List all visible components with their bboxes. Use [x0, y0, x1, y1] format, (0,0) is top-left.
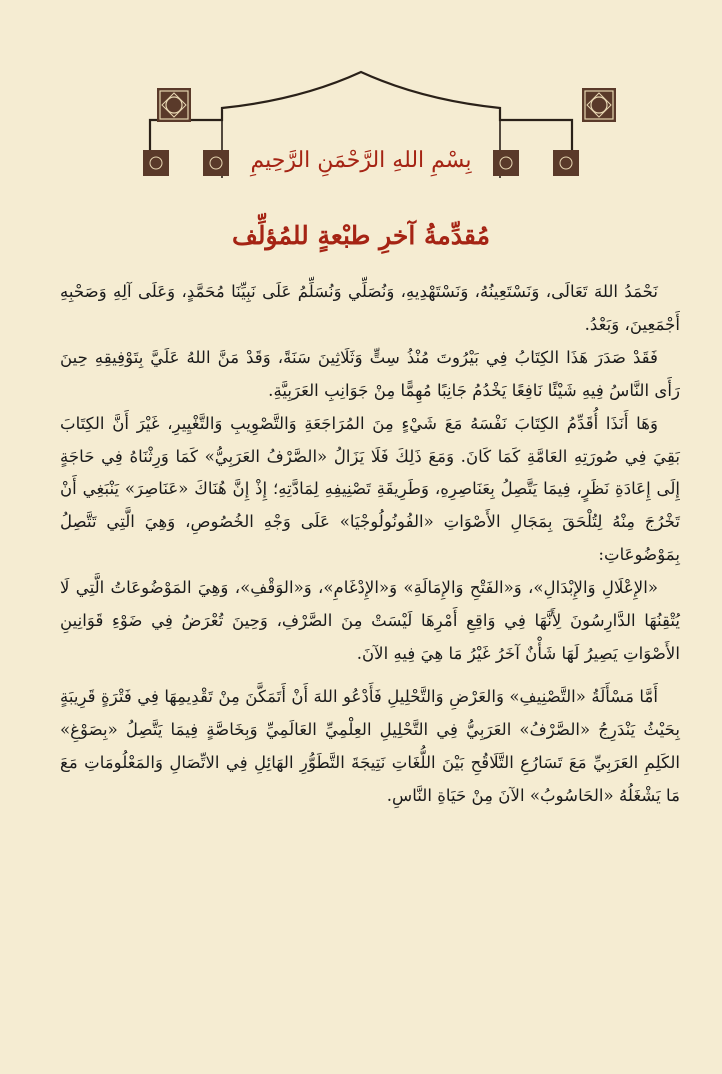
page-title: مُقدِّمةُ آخرِ طبْعةٍ للمُؤلِّف — [232, 221, 490, 250]
paragraph-1: نَحْمَدُ اللهَ تَعَالَى، وَنَسْتَعِينُهُ، وَنَسْتَهْدِيهِ، وَنُصَلِّي وَنُسَلِّمُ عَلَى نَبِيِّنَا مُحَمَّدٍ، وَعَلَى آلِهِ وَصَحْبِهِ أَجْمَعِينَ، وَبَعْدُ. — [60, 282, 680, 334]
left-ornament-top — [157, 88, 191, 122]
paragraph-5: أَمَّا مَسْأَلَةُ «التَّصْنِيفِ» وَالعَرْضِ وَالتَّحْلِيلِ فَأَدْعُو اللهَ أَنْ أَتَمَكَّنَ مِنْ تَقْدِيمِهَا فِي فَتْرَةٍ قَرِيبَةٍ بِحَيْثُ يَنْدَرِجُ «الصَّرْفُ» العَرَبِيُّ فِي التَّحْلِيلِ العِلْمِيِّ العَالَمِيِّ وَبِخَاصَّةٍ فِيمَا يَتَّصِلُ «بِصَوْغِ» الكَلِمِ العَرَبِيِّ مَعَ تَسَارُعِ التَّلَاقُحِ بَيْنَ اللُّغَاتِ نَتِيجَةَ التَّطَوُّرِ الهَائِلِ فِي الاتِّصَالِ وَالمَعْلُومَاتِ مَعَ مَا يَشْغَلُهُ «الحَاسُوبُ» الآنَ مِنْ حَيَاةِ النَّاسِ. — [60, 686, 680, 805]
basmala-calligraphy: بِسْمِ اللهِ الرَّحْمَنِ الرَّحِيمِ — [250, 148, 472, 173]
right-ornament-top — [582, 88, 616, 122]
paragraph-2: فَقَدْ صَدَرَ هَذَا الكِتَابُ فِي بَيْرُوتَ مُنْذُ سِتٍّ وَثَلَاثِينَ سَنَةً، وَقَدْ مَنَّ اللهُ عَلَيَّ بِتَوْفِيقِهِ حِينَ رَأَى النَّاسُ فِيهِ شَيْئًا نَافِعًا يَخْدُمُ جَانِبًا مُهِمًّا مِنْ جَوَانِبِ العَرَبِيَّةِ. — [60, 347, 680, 400]
left-ornament-bottom — [143, 150, 229, 176]
body-text — [60, 276, 680, 1056]
paragraph-3: وَهَا أَنَذَا أُقَدِّمُ الكِتَابَ نَفْسَهُ مَعَ شَيْءٍ مِنَ المُرَاجَعَةِ وَالتَّصْوِيبِ وَالتَّغْيِيرِ، غَيْرَ أَنَّ الكِتَابَ بَقِيَ فِي صُورَتِهِ العَامَّةِ كَمَا كَانَ. وَمَعَ ذَلِكَ فَلَا يَزَالُ «الصَّرْفُ العَرَبِيُّ» كَمَا وَرِثْنَاهُ فِي حَاجَةٍ إِلَى إِعَادَةِ نَظَرٍ، فِيمَا يَتَّصِلُ بِعَنَاصِرِهِ، وَطَرِيقَةِ تَصْنِيفِهِ لِمَادَّتِهِ؛ إِذْ إِنَّ هُنَاكَ «عَنَاصِرَ» يَنْبَغِي أَنْ تَخْرُجَ مِنْهُ لِتُلْحَقَ بِمَجَالِ الأَصْوَاتِ «الفُونُولُوجْيَا» عَلَى وَجْهِ الخُصُوصِ، وَهِيَ الَّتِي تَتَّصِلُ بِمَوْضُوعَاتِ: — [60, 413, 680, 565]
right-ornament-bottom — [493, 150, 579, 176]
paragraph-4: «الإِعْلَالِ وَالإِبْدَالِ»، وَ«الفَتْحِ وَالإِمَالَةِ» وَ«الإِدْغَامِ»، وَ«الوَقْفِ»، وَهِيَ المَوْضُوعَاتُ الَّتِي لَا يُتْقِنُهَا الدَّارِسُونَ لِأَنَّهَا فِي وَاقِعِ أَمْرِهَا لَيْسَتْ مِنَ الصَّرْفِ، وَحِينَ تُعْرَضُ فِي ضَوْءِ قَوَانِينِ الأَصْوَاتِ يَصِيرُ لَهَا شَأْنٌ آخَرُ غَيْرُ مَا هِيَ فِيهِ الآنَ. — [60, 578, 680, 663]
